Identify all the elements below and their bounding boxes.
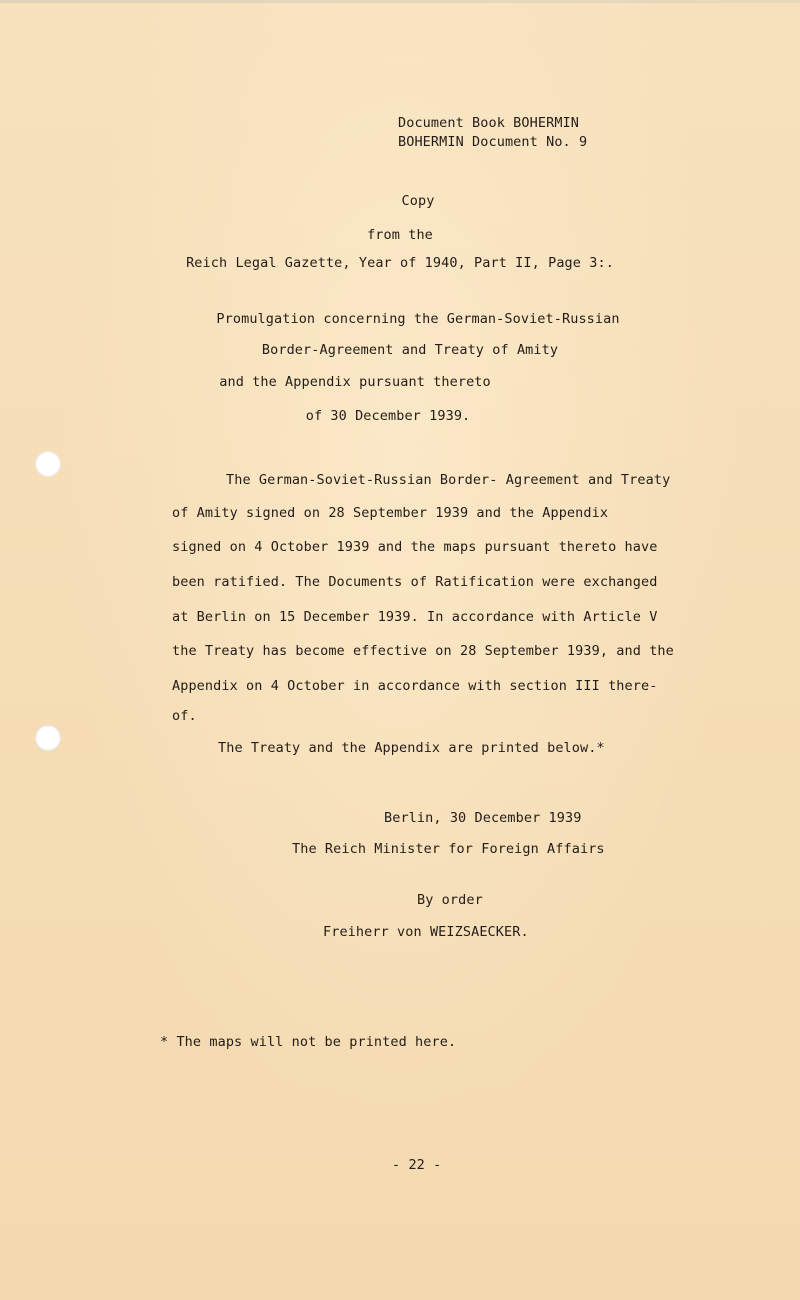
body-text-line: the Treaty has become effective on 28 September 1939, and the — [172, 643, 674, 659]
page-number: - 22 - — [392, 1157, 442, 1173]
promulgation-title-line: Promulgation concerning the German-Soviet-Russian — [216, 311, 620, 327]
footnote: * The maps will not be printed here. — [160, 1034, 457, 1050]
body-text-line: at Berlin on 15 December 1939. In accordance with Article V — [172, 609, 658, 625]
body-text-line: of. — [172, 708, 197, 724]
body-text-line: The German-Soviet-Russian Border- Agreement and Treaty — [226, 472, 671, 488]
body-text-line: been ratified. The Documents of Ratification were exchanged — [172, 574, 658, 590]
document-book-line: Document Book BOHERMIN — [398, 115, 580, 131]
top-edge — [0, 0, 800, 3]
copy-heading: Copy — [401, 193, 435, 209]
signature-by-order: By order — [417, 892, 483, 908]
body-text-line: Appendix on 4 October in accordance with section III there- — [172, 678, 658, 694]
body-text-line: of Amity signed on 28 September 1939 and the Appendix — [172, 505, 609, 521]
signature-date: Berlin, 30 December 1939 — [384, 810, 582, 826]
promulgation-title-line: Border-Agreement and Treaty of Amity — [261, 342, 559, 358]
promulgation-title-line: and the Appendix pursuant thereto — [219, 374, 491, 390]
from-line: from the — [367, 227, 433, 243]
printed-below-line: The Treaty and the Appendix are printed below.* — [218, 740, 605, 756]
promulgation-title-line: of 30 December 1939. — [305, 408, 471, 424]
punch-hole — [35, 725, 61, 751]
body-text-line: signed on 4 October 1939 and the maps pursuant thereto have — [172, 539, 658, 555]
gazette-reference: Reich Legal Gazette, Year of 1940, Part II, Page 3:. — [186, 255, 614, 271]
punch-hole — [35, 451, 61, 477]
signature-title: The Reich Minister for Foreign Affairs — [292, 841, 605, 857]
signatory-name: Freiherr von WEIZSAECKER. — [323, 924, 529, 940]
document-number-line: BOHERMIN Document No. 9 — [398, 134, 588, 150]
